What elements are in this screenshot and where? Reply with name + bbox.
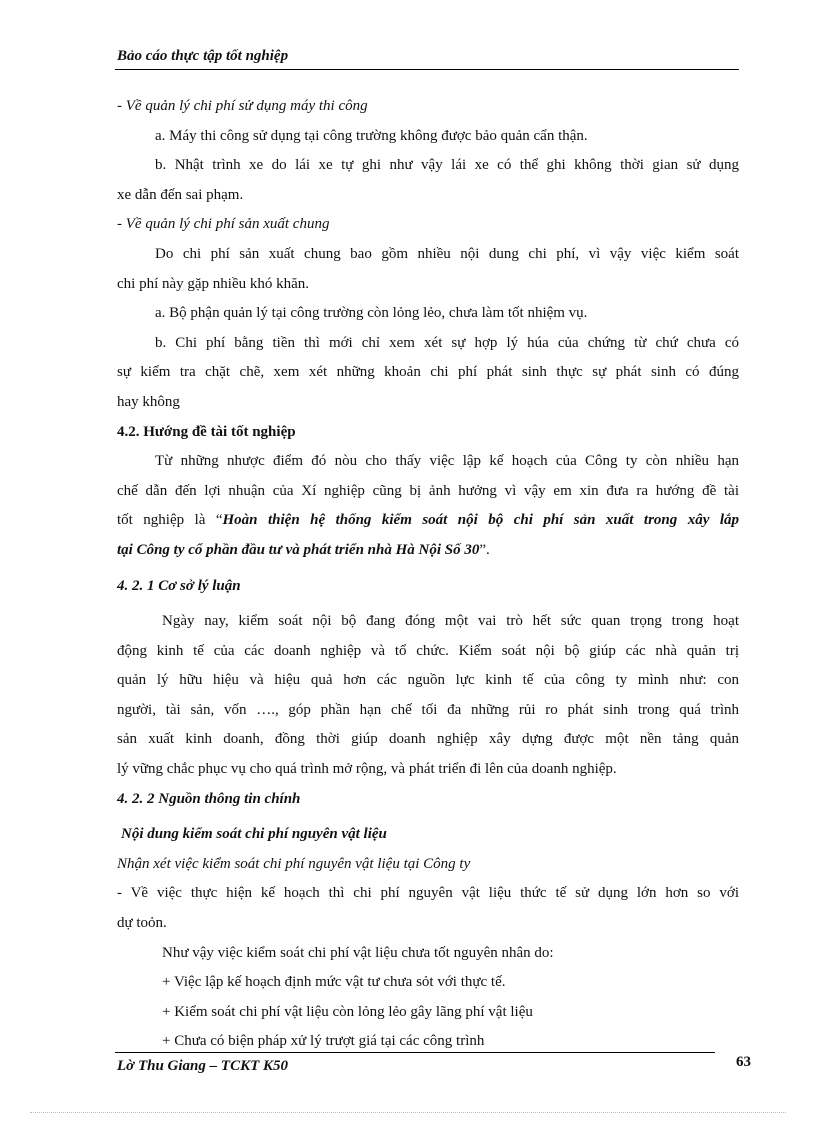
footer-rule [115, 1052, 715, 1053]
paragraph: người, tài sản, vốn …., góp phần hạn chế tối đa những rủi ro phát sinh trong quá trình [117, 701, 739, 718]
thesis-title-part-1: Hoàn thiện hệ thống kiểm soát nội bộ chi phí sản xuất trong xây lắp [222, 512, 739, 529]
paragraph: quản lý hữu hiệu và hiệu quả hơn các nguồn lực kinh tế của công ty mình như: con [117, 672, 739, 689]
section-label-machine-costs: - Về quản lý chi phí sử dụng máy thi công [117, 98, 368, 114]
heading-4-2: 4.2. Hướng đề tài tốt nghiệp [117, 423, 296, 440]
footer-author: Lờ Thu Giang – TCKT K50 [117, 1058, 288, 1074]
paragraph: - Về việc thực hiện kế hoạch thì chi phí nguyên vật liệu thức tế sử dụng lớn hơn so với [117, 885, 739, 902]
section-label-general-costs: - Về quản lý chi phí sản xuất chung [117, 216, 330, 233]
list-item: + Chưa có biện pháp xử lý trượt giá tại các công trình [162, 1033, 485, 1050]
paragraph: b. Nhật trình xe do lái xe tự ghi như vậy lái xe có thể ghi không thời gian sử dụng [155, 157, 739, 174]
paragraph: Ngày nay, kiểm soát nội bộ đang đóng một vai trò hết sức quan trọng trong hoạt [162, 613, 739, 630]
paragraph: chi phí này gặp nhiều khó khăn. [117, 275, 310, 292]
list-item: + Việc lập kế hoạch định mức vật tư chưa sỏt với thực tế. [162, 974, 506, 991]
subheading-review: Nhận xét việc kiểm soát chi phí nguyên vật liệu tại Công ty [117, 855, 471, 872]
paragraph: động kinh tế của các doanh nghiệp và tổ chức. Kiểm soát nội bộ giúp các nhà quản trị [117, 642, 739, 659]
paragraph [117, 506, 739, 536]
paragraph: a. Máy thi công sử dụng tại công trường không được bảo quản cẩn thận. [155, 127, 588, 144]
paragraph: b. Chi phí bằng tiền thì mới chỉ xem xét sự hợp lý húa của chứng từ chứ chưa có [155, 334, 739, 351]
paragraph [117, 536, 739, 566]
text-span: tốt nghiệp là “ [117, 512, 223, 529]
header-rule [115, 69, 739, 70]
paragraph: hay không [117, 393, 180, 410]
paragraph: Như vậy việc kiểm soát chi phí vật liệu chưa tốt nguyên nhân do: [162, 944, 554, 961]
paragraph: xe dẫn đến sai phạm. [117, 186, 244, 203]
paragraph: sự kiểm tra chặt chẽ, xem xét những khoản chi phí phát sinh thực sự phát sinh có đúng [117, 364, 739, 381]
page-edge-divider [30, 1112, 786, 1113]
heading-4-2-2: 4. 2. 2 Nguồn thông tin chính [117, 790, 301, 807]
text-span: ”. [479, 541, 490, 558]
header-title: Bảo cáo thực tập tốt nghiệp [117, 48, 289, 64]
paragraph: sản xuất kinh doanh, đồng thời giúp doanh nghiệp xây dựng được một nền tảng quản [117, 731, 739, 748]
paragraph: chế dẫn đến lợi nhuận của Xí nghiệp cũng bị ảnh hưởng vì vậy em xin đưa ra hướng đề tài [117, 482, 739, 499]
thesis-title-part-2: tại Công ty cổ phần đầu tư và phát triển nhà Hà Nội Số 30 [117, 541, 480, 558]
paragraph: a. Bộ phận quản lý tại công trường còn lỏng lẻo, chưa làm tốt nhiệm vụ. [155, 305, 588, 322]
paragraph: Từ những nhược điểm đó nòu cho thấy việc lập kế hoạch của Công ty còn nhiều hạn [155, 453, 739, 470]
list-item: + Kiểm soát chi phí vật liệu còn lỏng lẻo gây lãng phí vật liệu [162, 1003, 533, 1020]
paragraph: Do chi phí sản xuất chung bao gồm nhiều nội dung chi phí, vì vậy việc kiểm soát [155, 245, 739, 262]
heading-4-2-1: 4. 2. 1 Cơ sở lý luận [117, 577, 241, 594]
document-body [117, 92, 739, 1057]
paragraph: lý vững chắc phục vụ cho quá trình mở rộng, và phát triển đi lên của doanh nghiệp. [117, 761, 617, 778]
page-number: 63 [736, 1054, 751, 1070]
paragraph: dự toỏn. [117, 915, 167, 932]
subheading-material-costs: Nội dung kiểm soát chi phí nguyên vật liệu [121, 826, 387, 843]
